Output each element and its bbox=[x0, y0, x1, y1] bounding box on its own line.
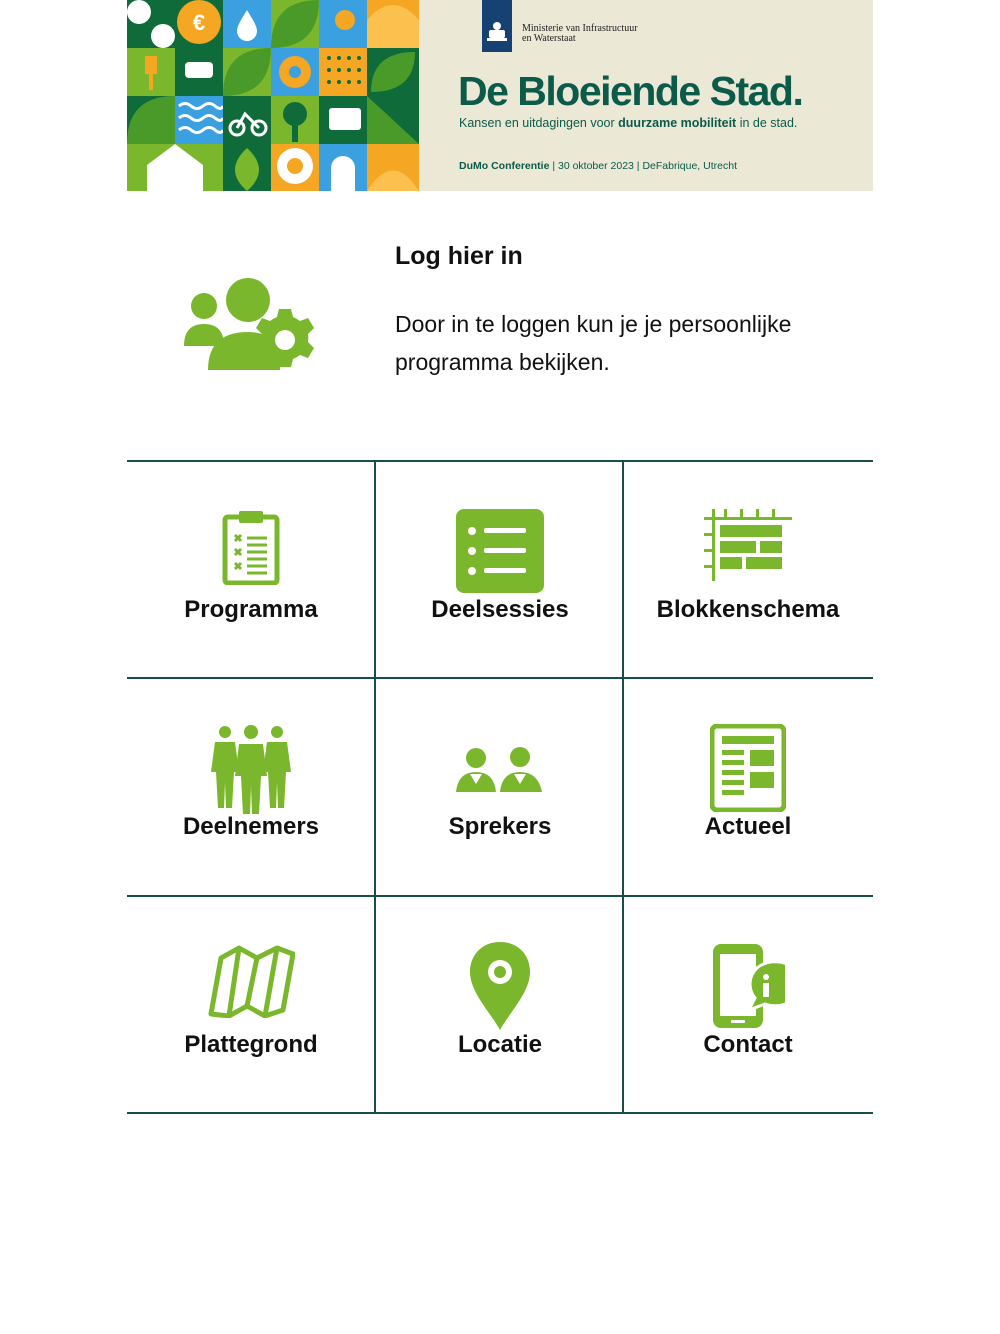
menu-item-actueel[interactable] bbox=[624, 679, 872, 896]
menu-item-blokkenschema[interactable] bbox=[624, 462, 872, 679]
menu-item-label: Locatie bbox=[457, 1031, 543, 1058]
banner-text-area bbox=[419, 0, 873, 191]
menu-item-label: Programma bbox=[184, 596, 318, 623]
menu-item-deelnemers[interactable] bbox=[127, 679, 375, 896]
menu-item-sprekers[interactable] bbox=[376, 679, 624, 896]
menu-grid bbox=[127, 460, 873, 1114]
user-settings-icon[interactable] bbox=[184, 278, 316, 374]
city-mosaic-illustration bbox=[127, 0, 419, 191]
menu-item-label: Blokkenschema bbox=[656, 596, 840, 623]
subtitle-part: Kansen en uitdagingen voor bbox=[459, 116, 619, 130]
menu-item-label: Deelsessies bbox=[431, 596, 569, 623]
phone-info-icon bbox=[711, 942, 785, 1030]
list-icon bbox=[456, 509, 544, 593]
map-icon bbox=[207, 944, 295, 1018]
ministry-name-line1: Ministerie van Infrastructuur bbox=[522, 23, 638, 34]
speakers-icon bbox=[456, 744, 544, 794]
menu-item-locatie[interactable] bbox=[376, 897, 624, 1114]
menu-item-label: Deelnemers bbox=[182, 813, 320, 840]
clipboard-checklist-icon bbox=[221, 509, 281, 585]
menu-item-contact[interactable] bbox=[624, 897, 872, 1114]
subtitle-highlight: duurzame mobiliteit bbox=[618, 116, 737, 130]
ministry-name-line2: en Waterstaat bbox=[522, 33, 576, 44]
menu-item-deelsessies[interactable] bbox=[376, 462, 624, 679]
login-description: Door in te loggen kun je je persoonlijke programma bekijken. bbox=[395, 311, 792, 375]
ministry-logo bbox=[482, 0, 512, 52]
event-banner bbox=[127, 0, 873, 191]
group-people-icon bbox=[209, 724, 293, 814]
svg-text:€: € bbox=[192, 10, 206, 35]
banner-subtitle bbox=[459, 116, 797, 130]
menu-item-label: Plattegrond bbox=[184, 1031, 318, 1058]
menu-item-label: Contact bbox=[703, 1031, 793, 1058]
location-pin-icon bbox=[470, 942, 530, 1030]
event-name: DuMo Conferentie bbox=[459, 160, 550, 172]
banner-title: De Bloeiende Stad. bbox=[458, 68, 803, 114]
menu-item-label: Sprekers bbox=[448, 813, 552, 840]
news-icon bbox=[710, 724, 786, 812]
menu-item-programma[interactable] bbox=[127, 462, 375, 679]
subtitle-part-end: in de stad. bbox=[736, 116, 798, 130]
menu-item-plattegrond[interactable] bbox=[127, 897, 375, 1114]
schedule-grid-icon bbox=[704, 509, 792, 581]
event-details: | 30 oktober 2023 | DeFabrique, Utrecht bbox=[549, 160, 737, 172]
login-title[interactable]: Log hier in bbox=[395, 242, 523, 270]
banner-event-info bbox=[459, 160, 737, 172]
menu-item-label: Actueel bbox=[704, 813, 792, 840]
ministry-name bbox=[522, 24, 722, 44]
